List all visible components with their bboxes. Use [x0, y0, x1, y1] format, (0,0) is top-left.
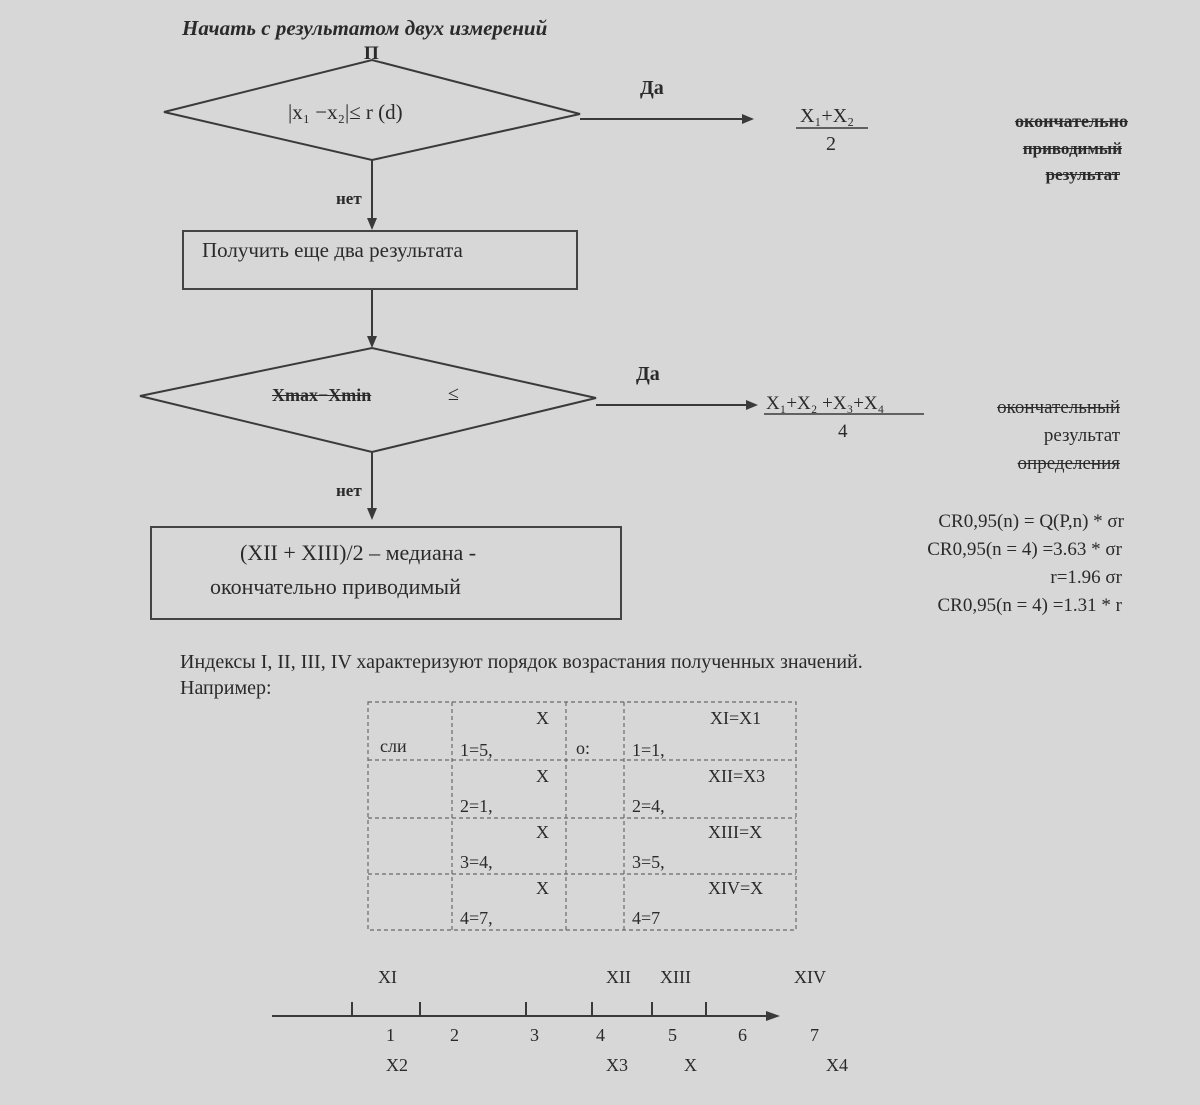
decision1-result-note-3: результат [1045, 165, 1120, 184]
decision2-result-note-1: окончательный [997, 397, 1120, 418]
nl-bottom-label-4: X4 [826, 1055, 848, 1075]
table-r3-c1: 4=7, [460, 908, 493, 928]
decision1-result-note-2: приводимый [1022, 139, 1122, 158]
nl-tick-label-7: 7 [810, 1025, 819, 1045]
table-r0-c5: XI=X1 [710, 708, 762, 728]
decision2-no-label: нет [336, 481, 362, 500]
flowchart-title: Начать с результатом двух измерений [182, 16, 548, 40]
table-r2-c4: 3=5, [632, 852, 665, 872]
decision2-result-numerator: X₁+X₂ +X₃+X₄ [766, 393, 885, 414]
nl-top-label-XIII: XIII [660, 967, 691, 987]
decision1-result-note-1: окончательно [1014, 111, 1128, 131]
decision2-result-note-3: определения [1017, 453, 1120, 474]
number-line-arrowhead [766, 1011, 780, 1021]
table-r2-c5: XIII=X [708, 822, 763, 842]
nl-tick-label-5: 5 [668, 1025, 677, 1045]
table-r0-c0: сли [380, 736, 407, 756]
decision1-no-arrowhead [367, 218, 377, 230]
note-line-2: Например: [180, 677, 272, 699]
table-r2-c1: 3=4, [460, 852, 493, 872]
number-line-ticks [352, 1002, 706, 1016]
table-r3-c4: 4=7 [632, 908, 661, 928]
table-r0-c2: X [536, 708, 549, 728]
table-r3-c5: XIV=X [708, 878, 764, 898]
nl-tick-label-3: 3 [530, 1025, 539, 1045]
nl-bottom-label-2: X3 [606, 1055, 628, 1075]
table-r0-c4: 1=1, [632, 740, 665, 760]
formula-2: CR0,95(n = 4) =3.63 * σr [927, 539, 1122, 560]
decision2-le-sign: ≤ [448, 383, 459, 405]
decision2-condition: Xmax−Xmin [272, 385, 372, 405]
table-r1-c2: X [536, 766, 549, 786]
decision1-yes-arrowhead [742, 114, 754, 124]
table-r3-c2: X [536, 878, 549, 898]
decision1-result-denominator: 2 [826, 133, 836, 155]
process2-line1: (XII + XIII)/2 – медиана - [240, 540, 477, 565]
table-r1-c5: XII=X3 [708, 766, 766, 786]
decision1-result-numerator: X₁+X₂ [800, 105, 855, 127]
table-r0-c1: 1=5, [460, 740, 493, 760]
formula-1: CR0,95(n) = Q(P,n) * σr [938, 511, 1124, 532]
nl-tick-label-2: 2 [450, 1025, 459, 1045]
nl-tick-label-4: 4 [596, 1025, 605, 1045]
nl-tick-label-6: 6 [738, 1025, 747, 1045]
table-r1-c4: 2=4, [632, 796, 665, 816]
decision1-condition: |x₁ −x₂|≤ r (d) [288, 100, 403, 124]
table-r0-c3: о: [576, 738, 591, 758]
decision2-result-note-2: результат [1043, 425, 1120, 446]
nl-bottom-label-1: X2 [386, 1055, 408, 1075]
process2-line2: окончательно приводимый [210, 574, 461, 599]
formula-3: r=1.96 σr [1050, 567, 1122, 588]
decision2-yes-label: Да [636, 363, 660, 385]
nl-top-label-XIV: XIV [794, 967, 826, 987]
decision2-no-arrowhead [367, 508, 377, 520]
nl-top-label-XI: XI [378, 967, 397, 987]
note-line-1: Индексы I, II, III, IV характеризуют порядок возрастания полученных значений. [180, 651, 863, 673]
formula-4: CR0,95(n = 4) =1.31 * r [937, 595, 1122, 616]
nl-tick-label-1: 1 [386, 1025, 395, 1045]
decision1-no-label: нет [336, 189, 362, 208]
table-r1-c1: 2=1, [460, 796, 493, 816]
decision1-yes-label: Да [640, 77, 664, 99]
decision2-yes-arrowhead [746, 400, 758, 410]
decision1-top-label: П [364, 43, 379, 64]
decision2-result-denominator: 4 [838, 421, 848, 442]
nl-bottom-label-3: X [684, 1055, 697, 1075]
process1-text: Получить еще два результата [202, 238, 463, 262]
table-r2-c2: X [536, 822, 549, 842]
process1-arrowhead [367, 336, 377, 348]
nl-top-label-XII: XII [606, 967, 631, 987]
